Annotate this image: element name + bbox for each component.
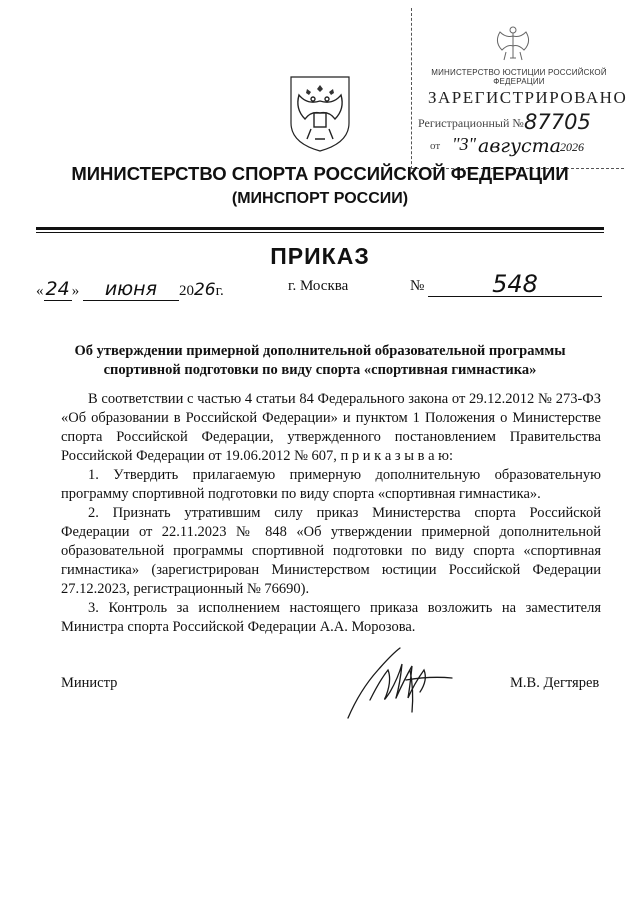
body-paragraph-1: 1. Утвердить прилагаемую примерную дополнительную образовательную программу спортивной подготовки по виду спорта «спортивная гимнастика». [61,467,601,502]
order-body [61,390,601,637]
stamp-year: 2026 [560,140,584,154]
handwritten-signature [340,640,460,725]
date-day: 24 [45,278,70,300]
date-year-prefix: 20 [178,283,194,299]
date-quote-open: « [36,283,44,299]
stamp-eagle-emblem-icon [488,18,538,68]
date-year-suffix: 26 [193,280,216,300]
order-number-label: № [410,278,425,294]
order-date [36,278,224,301]
body-paragraph-2: 2. Признать утратившим силу приказ Министерства спорта Российской Федерации от 22.11.2023 № 848 «Об утверждении примерной дополнительной образовательной программы спортивной подготовки по виду спорта «спортивная гимнастика» (зарегистрирован Министерством юстиции Российской Федерации 27.12.2023, регистрационный № 76690). [61,505,601,597]
signatory-role: Министр [61,675,118,691]
stamp-day: "3" [452,134,477,154]
date-year-g: г. [215,283,224,299]
order-title: ПРИКАЗ [270,243,370,269]
body-paragraph-3: 3. Контроль за исполнением настоящего приказа возложить на заместителя Министра спорта Российской Федерации А.А. Морозова. [61,600,601,635]
order-subject: Об утверждении примерной дополнительной образовательной программы спортивной подготовки по виду спорта «спортивная гимнастика» [74,343,566,378]
header-rule-thin [36,232,604,233]
stamp-from-label: от [430,140,441,152]
stamp-month: августа [478,135,561,157]
stamp-registered-label: ЗАРЕГИСТРИРОВАНО [428,88,628,107]
date-quote-close: » [71,283,80,299]
order-city: г. Москва [288,278,349,294]
stamp-ministry-name: МИНИСТЕРСТВО ЮСТИЦИИ РОССИЙСКОЙ ФЕДЕРАЦИИ [431,68,607,86]
stamp-number-label: Регистрационный № [418,116,524,130]
order-number-field [428,270,602,297]
stamp-registration-number: 87705 [524,110,591,134]
order-number: 548 [492,270,538,298]
ministry-title: МИНИСТЕРСТВО СПОРТА РОССИЙСКОЙ ФЕДЕРАЦИИ [71,163,569,184]
header-rule-thick [36,227,604,230]
body-paragraph-preamble: В соответствии с частью 4 статьи 84 Федерального закона от 29.12.2012 № 273-ФЗ «Об образовании в Российской Федерации» и пунктом 1 Положения о Министерстве спорта Российской Федерации, утвержденного постановлением Правительства Российской Федерации от 19.06.2012 № 607, п р и к а з ы в а ю: [61,391,601,464]
coat-of-arms-icon [287,73,353,153]
date-month: июня [83,278,179,301]
ministry-short-name: (МИНСПОРТ РОССИИ) [231,190,409,207]
signatory-name: М.В. Дегтярев [510,675,600,691]
